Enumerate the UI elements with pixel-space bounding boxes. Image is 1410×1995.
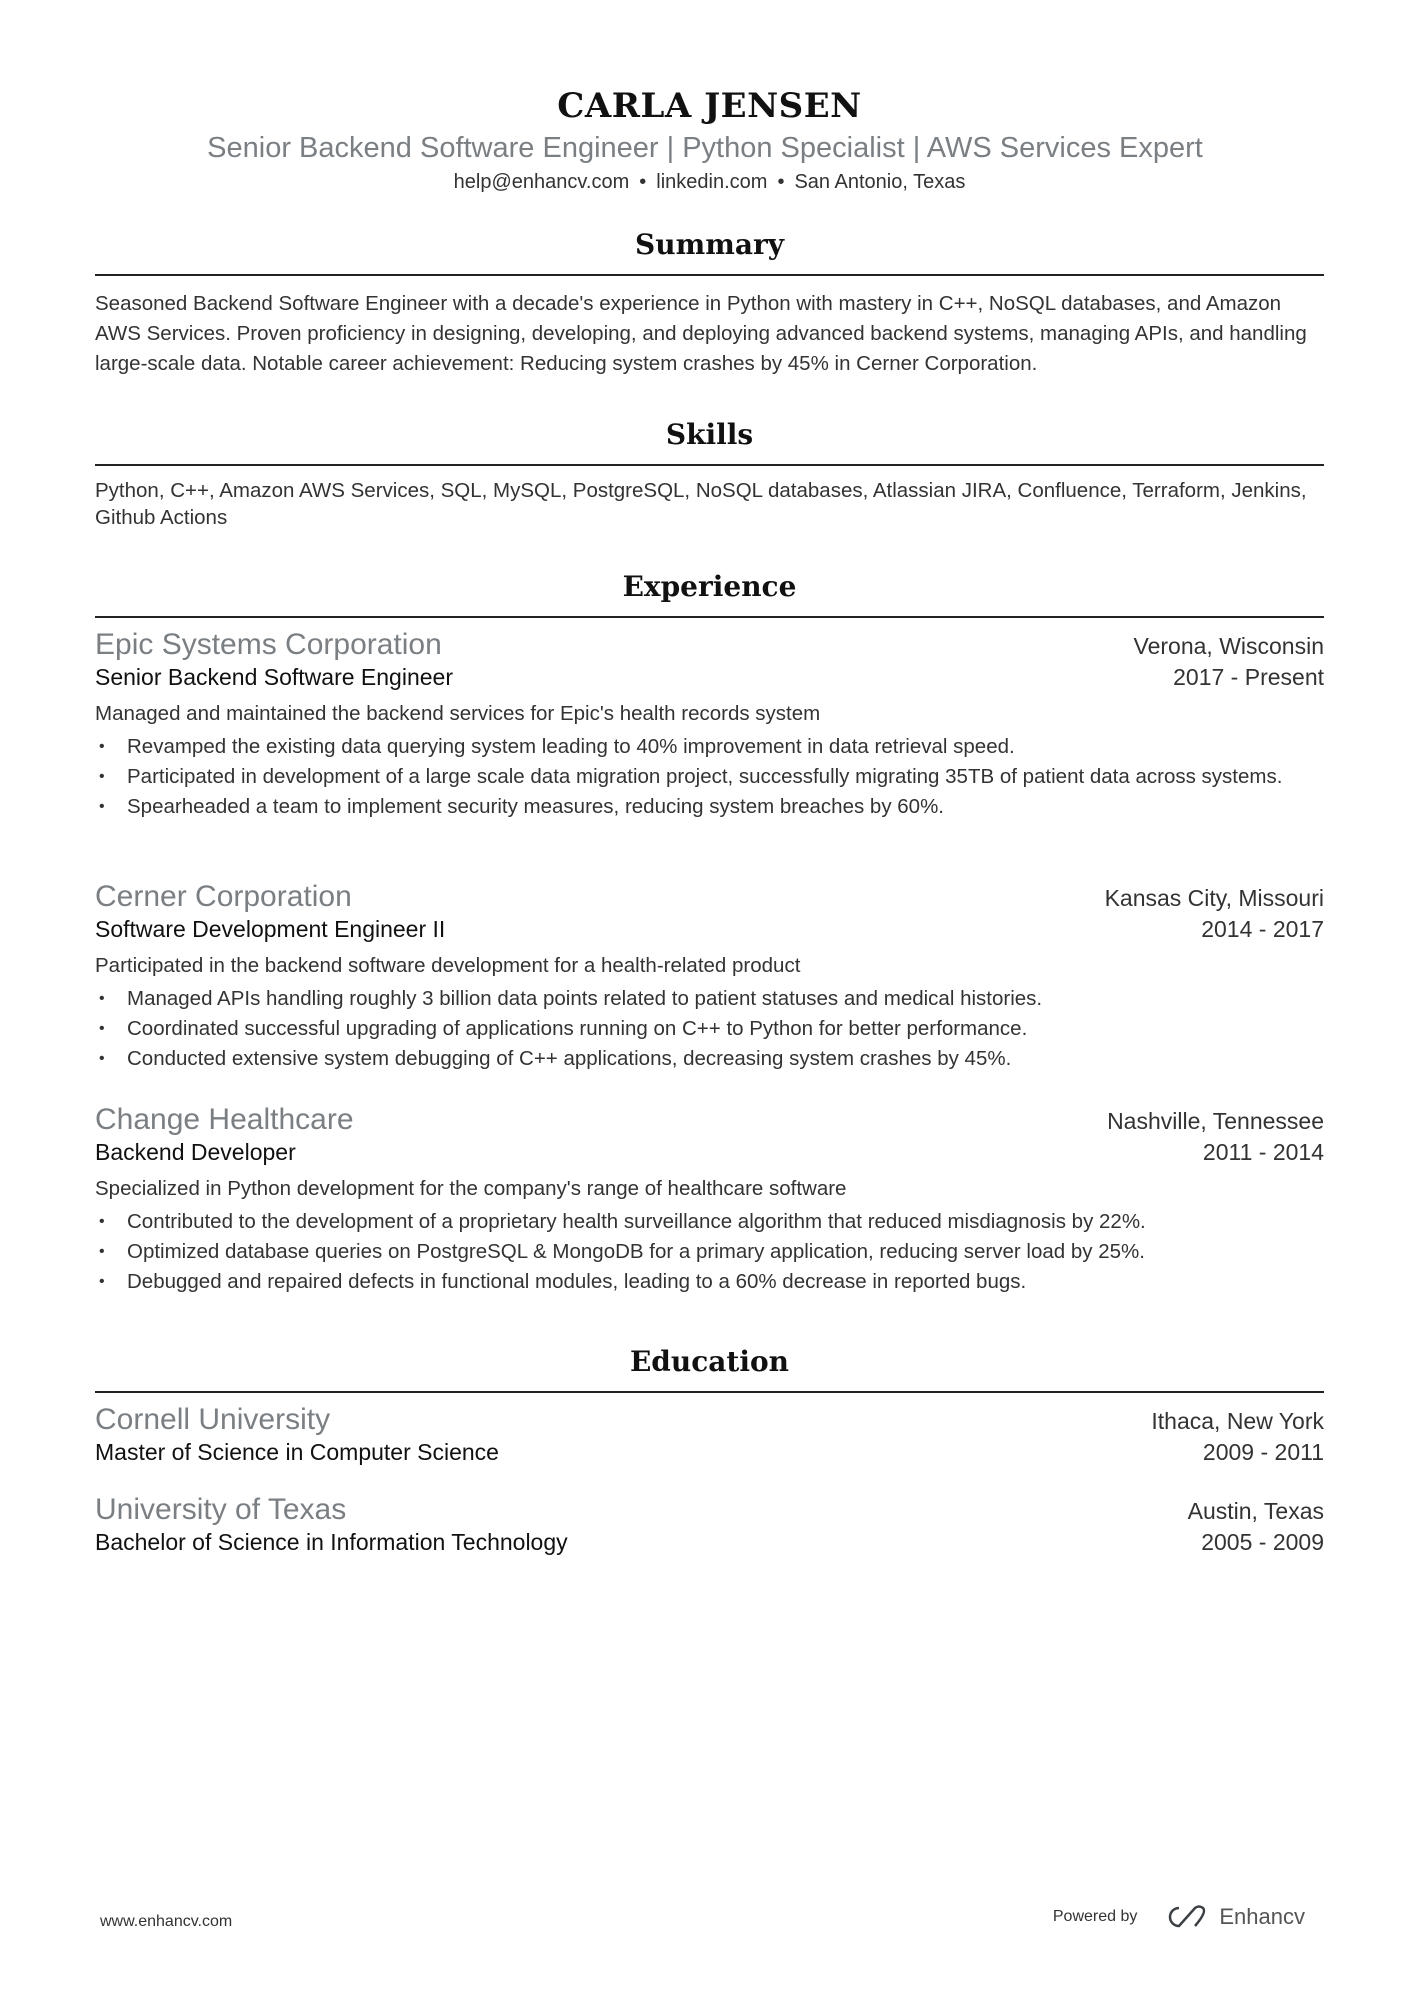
bullet-item: • Coordinated successful upgrading of applications running on C++ to Python for better performance. [95, 1014, 1324, 1044]
job-dates: 2011 - 2014 [1202, 1139, 1324, 1165]
school-location: Ithaca, New York [1151, 1408, 1324, 1434]
enhancv-logo-icon [1165, 1905, 1211, 1929]
education-dates: 2005 - 2009 [1201, 1529, 1324, 1555]
powered-by-label: Powered by [1052, 1908, 1138, 1925]
job-entry [95, 628, 1324, 822]
school-location: Austin, Texas [1187, 1498, 1324, 1524]
job-dates: 2017 - Present [1173, 664, 1324, 690]
location: San Antonio, Texas [794, 171, 966, 193]
company-name: Epic Systems Corporation [95, 628, 442, 661]
job-title: Senior Backend Software Engineer [95, 664, 453, 690]
candidate-name: CARLA JENSEN [557, 86, 862, 126]
experience-heading: Experience [622, 570, 797, 603]
job-title: Backend Developer [95, 1139, 296, 1165]
job-title: Software Development Engineer II [95, 916, 446, 942]
job-bullets [95, 1207, 1324, 1297]
bullet-item: • Managed APIs handling roughly 3 billion data points related to patient statuses and medical histories. [95, 984, 1324, 1014]
powered-by [1053, 1904, 1305, 1930]
divider [95, 616, 1324, 618]
contact-line [95, 171, 1324, 194]
company-name: Cerner Corporation [95, 880, 352, 913]
company-name: Change Healthcare [95, 1103, 354, 1136]
school-name: Cornell University [95, 1403, 331, 1436]
job-entry [95, 1103, 1324, 1297]
summary-text: Seasoned Backend Software Engineer with a decade's experience in Python with mastery in C++, NoSQL databases, and Amazon AWS Services. Proven proficiency in designing, developing, and deploying advanced backend systems, managing APIs, and handling large-scale data. Notable career achievement: Reducing system crashes by 45% in Cerner Corporation. [95, 292, 1307, 375]
bullet-item: • Conducted extensive system debugging of C++ applications, decreasing system crashes by 45%. [95, 1044, 1324, 1074]
divider [95, 274, 1324, 276]
bullet-item: • Revamped the existing data querying system leading to 40% improvement in data retrieval speed. [95, 732, 1324, 762]
separator-dot: • [639, 171, 647, 193]
job-bullets [95, 732, 1324, 822]
bullet-item: • Participated in development of a large scale data migration project, successfully migrating 35TB of patient data across systems. [95, 762, 1324, 792]
headline: Senior Backend Software Engineer | Python Specialist | AWS Services Expert [207, 132, 1203, 164]
linkedin-link[interactable]: linkedin.com [656, 171, 768, 193]
job-entry [95, 880, 1324, 1074]
job-description: Participated in the backend software development for a health-related product [95, 954, 801, 977]
enhancv-brand: Enhancv [1219, 1904, 1305, 1929]
bullet-item: • Optimized database queries on PostgreSQL & MongoDB for a primary application, reducing server load by 25%. [95, 1237, 1324, 1267]
bullet-item: • Debugged and repaired defects in functional modules, leading to a 60% decrease in reported bugs. [95, 1267, 1324, 1297]
bullet-item: • Spearheaded a team to implement security measures, reducing system breaches by 60%. [95, 792, 1324, 822]
enhancv-logo [1165, 1904, 1305, 1930]
education-entry [95, 1403, 1324, 1466]
job-description: Specialized in Python development for the company's range of healthcare software [95, 1177, 847, 1200]
education-heading: Education [629, 1345, 790, 1378]
divider [95, 1391, 1324, 1393]
job-description: Managed and maintained the backend services for Epic's health records system [95, 702, 821, 725]
skills-heading: Skills [665, 418, 754, 451]
email-link[interactable]: help@enhancv.com [453, 171, 630, 193]
summary-heading: Summary [635, 228, 784, 261]
divider [95, 464, 1324, 466]
degree: Master of Science in Computer Science [95, 1439, 499, 1465]
job-bullets [95, 984, 1324, 1074]
separator-dot: • [777, 171, 785, 193]
bullet-item: • Contributed to the development of a proprietary health surveillance algorithm that reduced misdiagnosis by 22%. [95, 1207, 1324, 1237]
footer-website[interactable]: www.enhancv.com [100, 1913, 233, 1930]
job-location: Kansas City, Missouri [1104, 885, 1324, 911]
degree: Bachelor of Science in Information Technology [95, 1529, 568, 1555]
school-name: University of Texas [95, 1493, 347, 1526]
job-dates: 2014 - 2017 [1201, 916, 1324, 942]
education-entry [95, 1493, 1324, 1556]
job-location: Nashville, Tennessee [1107, 1108, 1324, 1134]
job-location: Verona, Wisconsin [1133, 633, 1324, 659]
education-dates: 2009 - 2011 [1202, 1439, 1324, 1465]
skills-text: Python, C++, Amazon AWS Services, SQL, MySQL, PostgreSQL, NoSQL databases, Atlassian JIRA, Confluence, Terraform, Jenkins, Github Actions [95, 479, 1307, 529]
